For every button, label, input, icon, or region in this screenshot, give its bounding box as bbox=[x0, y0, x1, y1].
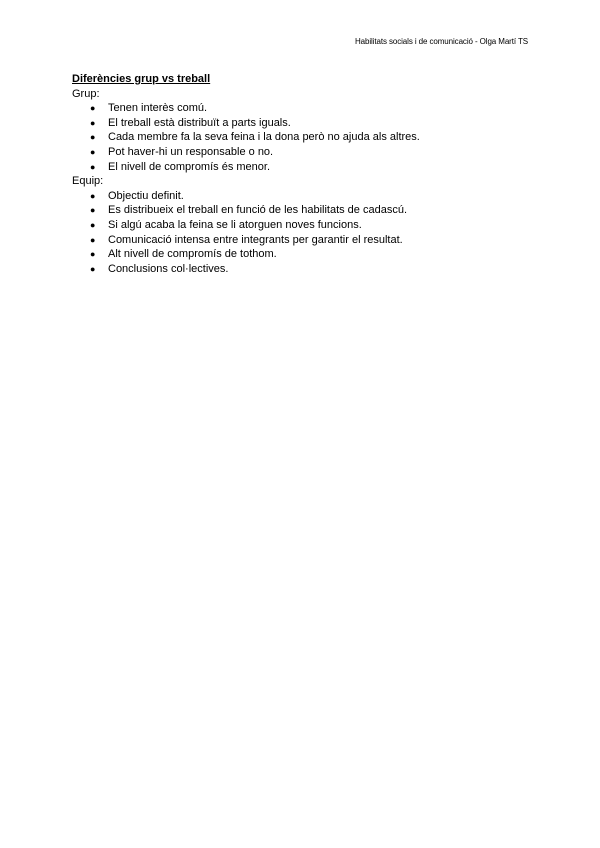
list-item: ● El treball està distribuït a parts iguals. bbox=[90, 116, 291, 129]
list-item: ● Cada membre fa la seva feina i la dona però no ajuda als altres. bbox=[90, 131, 420, 144]
bullet-icon: ● bbox=[90, 103, 96, 114]
list-item: ● Alt nivell de compromís de tothom. bbox=[90, 248, 277, 261]
bullet-icon: ● bbox=[90, 117, 96, 128]
bullet-icon: ● bbox=[90, 146, 96, 157]
bullet-list-grup bbox=[72, 101, 532, 174]
list-item: ● Es distribueix el treball en funció de les habilitats de cadascú. bbox=[90, 204, 408, 217]
document-body bbox=[72, 72, 532, 276]
list-item: ● Pot haver-hi un responsable o no. bbox=[90, 145, 274, 158]
bullet-icon: ● bbox=[90, 234, 96, 245]
bullet-icon: ● bbox=[90, 219, 96, 230]
bullet-icon: ● bbox=[90, 132, 96, 143]
bullet-list-equip bbox=[72, 189, 532, 277]
section-label-equip: Equip: bbox=[72, 175, 104, 188]
document-title: Diferències grup vs treball bbox=[72, 73, 211, 85]
bullet-icon: ● bbox=[90, 161, 96, 172]
bullet-icon: ● bbox=[90, 249, 96, 260]
running-header: Habilitats socials i de comunicació - Olga Martí TS bbox=[354, 37, 528, 46]
list-item: ● Conclusions col·lectives. bbox=[90, 262, 229, 275]
list-item: ● Comunicació intensa entre integrants per garantir el resultat. bbox=[90, 233, 403, 246]
bullet-icon: ● bbox=[90, 205, 96, 216]
list-item: ● Si algú acaba la feina se li atorguen noves funcions. bbox=[90, 218, 362, 231]
list-item: ● Objectiu definit. bbox=[90, 189, 184, 202]
section-label-grup: Grup: bbox=[72, 87, 100, 100]
list-item: ● El nivell de compromís és menor. bbox=[90, 160, 271, 173]
bullet-icon: ● bbox=[90, 190, 96, 201]
list-item: ● Tenen interès comú. bbox=[90, 102, 208, 115]
bullet-icon: ● bbox=[90, 263, 96, 274]
